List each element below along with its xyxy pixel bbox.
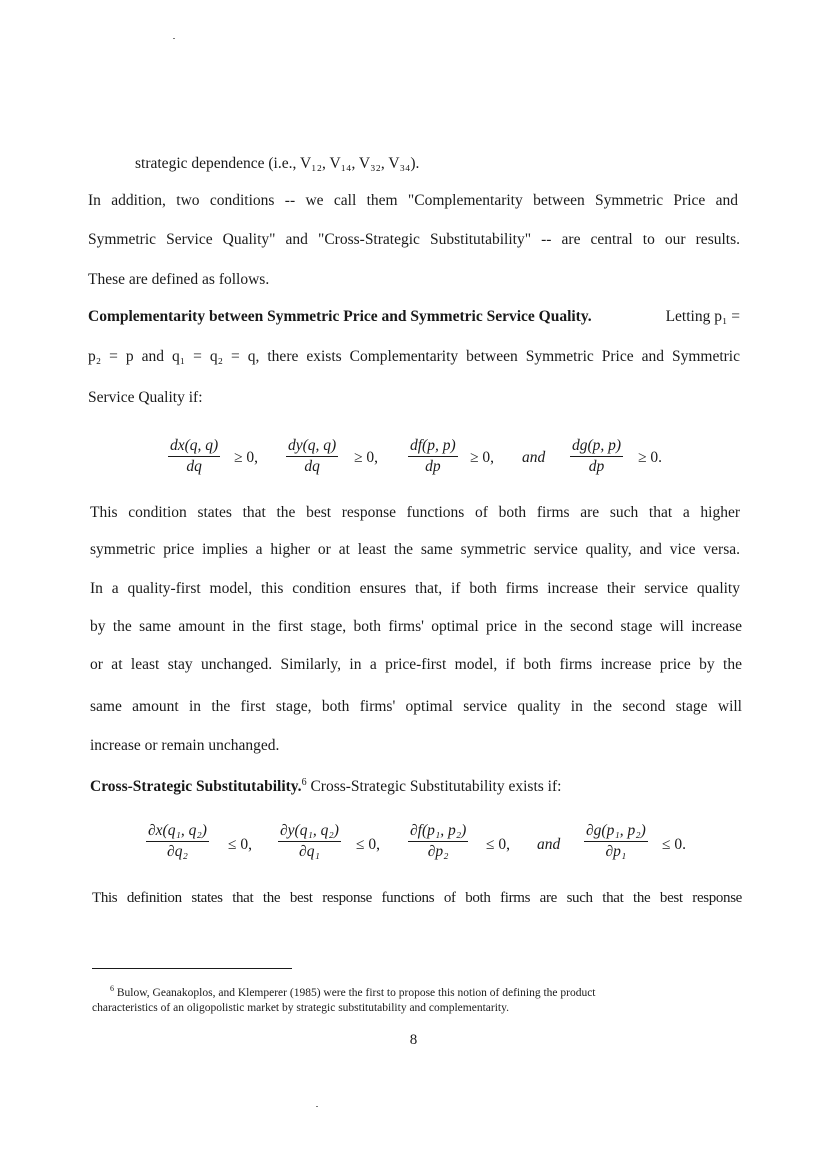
body-text-line: These are defined as follows. bbox=[88, 271, 270, 288]
footnote-rule bbox=[92, 968, 292, 969]
body-text-line: or at least stay unchanged. Similarly, in a price-first model, if both firms increase price by the bbox=[90, 656, 742, 673]
fraction-dg-dp1: $\frac{\text{∂g(p₁, p₂)}}{\text{∂p₁}}$ bbox=[586, 822, 646, 860]
relation: ≤ 0, bbox=[356, 836, 381, 853]
body-text-line: This condition states that the best response functions of both firms are such that a higher bbox=[90, 504, 740, 521]
relation: ≥ 0, bbox=[354, 449, 379, 466]
footnote-reference: 6 bbox=[301, 777, 307, 788]
footnote-mark: 6 bbox=[110, 984, 114, 993]
cross-strategic-lead: Cross-Strategic Substitutability exists if: bbox=[310, 778, 562, 796]
body-text-line: In addition, two conditions -- we call them "Complementarity between Symmetric Price and bbox=[88, 192, 738, 209]
body-text-line: strategic dependence (i.e., V₁₂, V₁₄, V₃₂, V₃₄). bbox=[135, 155, 420, 172]
relation: ≤ 0. bbox=[662, 836, 687, 853]
relation: ≤ 0, bbox=[486, 836, 511, 853]
body-text-line: by the same amount in the first stage, both firms' optimal price in the second stage will increase bbox=[90, 618, 742, 635]
footnote-line: characteristics of an oligopolistic market by strategic substitutability and complementarity. bbox=[92, 1002, 509, 1014]
body-text-line: Service Quality if: bbox=[88, 389, 203, 406]
fraction-dg-dp: $\frac{dg(p, p)}{dp}$ bbox=[572, 437, 622, 475]
body-text-line: In a quality-first model, this condition ensures that, if both firms increase their service quality bbox=[90, 580, 740, 597]
section-heading-line bbox=[90, 773, 561, 797]
fraction-dx-dq: $\frac{dx(q, q)}{dq}$ bbox=[170, 437, 219, 475]
body-text-line: This definition states that the best response functions of both firms are such that the best response bbox=[92, 890, 742, 906]
section-heading-line bbox=[88, 307, 740, 327]
fraction-df-dp: $\frac{df(p, p)}{dp}$ bbox=[410, 437, 456, 475]
conjunction: and bbox=[537, 836, 561, 853]
fraction-dy-dq: $\frac{dy(q, q)}{dq}$ bbox=[288, 437, 337, 475]
relation: ≥ 0. bbox=[638, 449, 663, 466]
body-text-line: Symmetric Service Quality" and "Cross-Strategic Substitutability" -- are central to our results. bbox=[88, 231, 740, 248]
fraction-df-dp2: $\frac{\text{∂f(p₁, p₂)}}{\text{∂p₂}}$ bbox=[410, 822, 467, 860]
complementarity-lead: Letting p₁ = bbox=[665, 308, 740, 325]
scan-speck bbox=[316, 1106, 318, 1107]
footnote-text: Bulow, Geanakoplos, and Klemperer (1985) were the first to propose this notion of defining the product bbox=[116, 986, 596, 999]
cross-strategic-heading: Cross-Strategic Substitutability. bbox=[90, 778, 302, 796]
relation: ≤ 0, bbox=[228, 836, 253, 853]
fraction-dy-dq1: $\frac{\text{∂y(q₁, q₂)}}{\text{∂q₁}}$ bbox=[280, 822, 339, 860]
body-text-line: same amount in the first stage, both firms' optimal service quality in the second stage will bbox=[90, 698, 742, 715]
body-text-line: p₂ = p and q₁ = q₂ = q, there exists Complementarity between Symmetric Price and Symmetric bbox=[88, 348, 740, 365]
body-text-line: increase or remain unchanged. bbox=[90, 737, 280, 754]
complementarity-equation bbox=[0, 437, 827, 487]
relation: ≥ 0, bbox=[470, 449, 495, 466]
complementarity-heading: Complementarity between Symmetric Price and Symmetric Service Quality. bbox=[88, 308, 592, 325]
cross-strategic-equation bbox=[0, 822, 827, 872]
page-number: 8 bbox=[409, 1032, 418, 1048]
conjunction: and bbox=[522, 449, 546, 466]
fraction-dx-dq2: $\frac{\text{∂x(q₁, q₂)}}{\text{∂q₂}}$ bbox=[148, 822, 207, 860]
body-text-line: symmetric price implies a higher or at least the same symmetric service quality, and vice versa. bbox=[90, 541, 740, 558]
scan-speck bbox=[173, 38, 175, 39]
relation: ≥ 0, bbox=[234, 449, 259, 466]
